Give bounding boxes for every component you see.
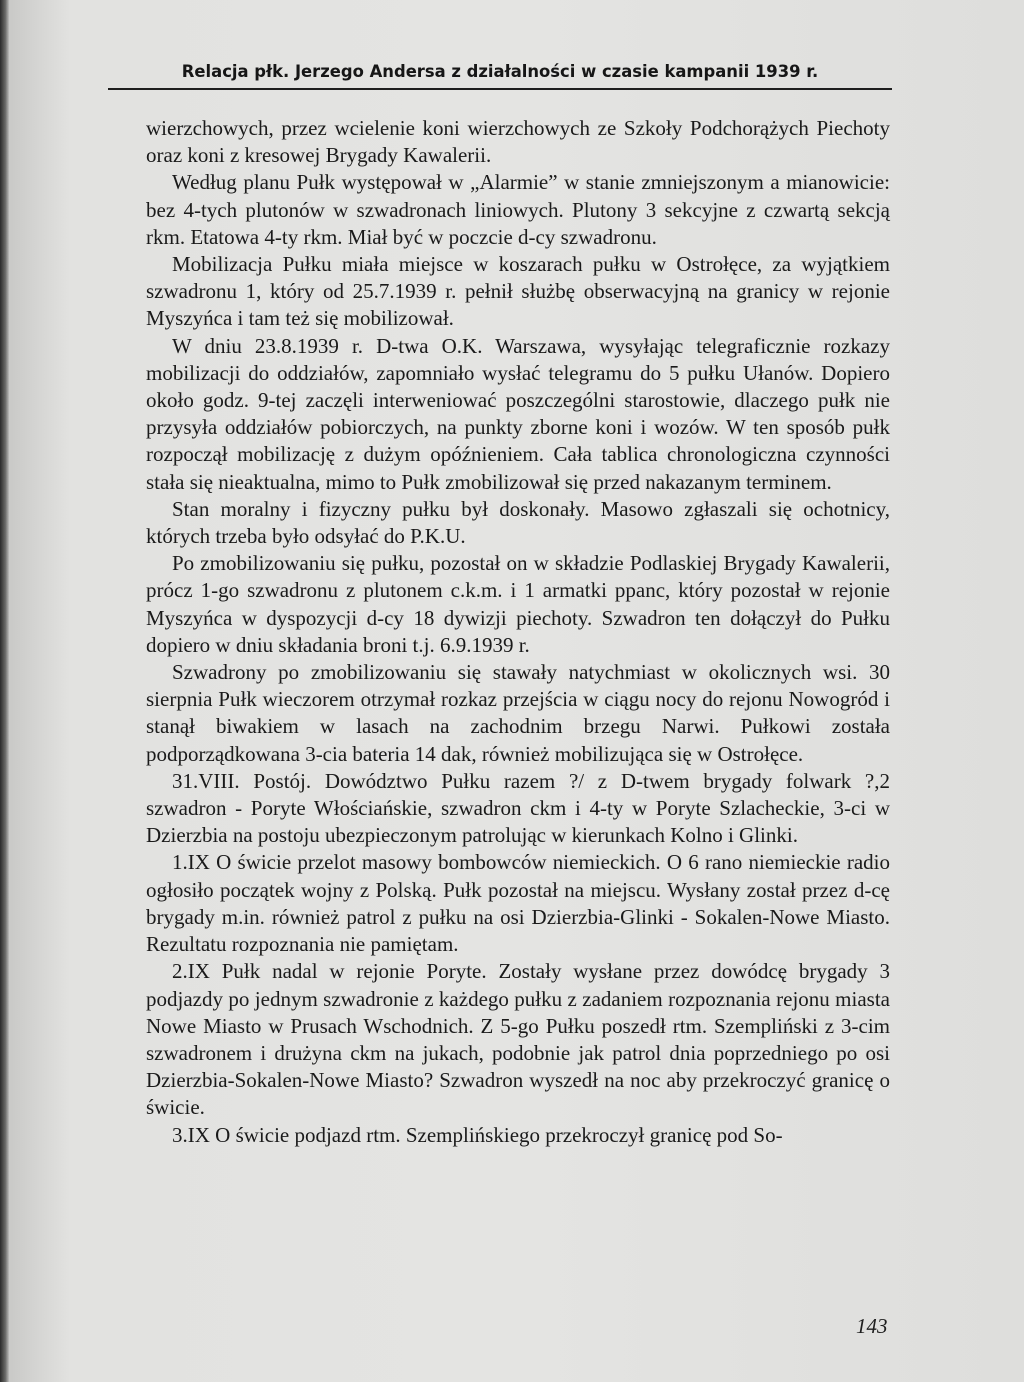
paragraph: Mobilizacja Pułku miała miejsce w koszarach pułku w Ostrołęce, za wyjątkiem szwadronu 1, który od 25.7.1939 r. pełnił służbę obserwacyjną na granicy w rejonie Myszyńca i tam też się mobilizował. — [146, 252, 890, 331]
paragraph: wierzchowych, przez wcielenie koni wierzchowych ze Szkoły Podchorążych Piechoty oraz koni z kresowej Brygady Kawalerii. — [146, 116, 890, 168]
running-header — [108, 60, 892, 90]
paragraph: 2.IX Pułk nadal w rejonie Poryte. Zostały wysłane przez dowódcę brygady 3 podjazdy po jednym szwadronie z każdego pułku z zadaniem rozpoznania rejonu miasta Nowe Miasto w Prusach Wschodnich. Z 5-go Pułku poszedł rtm. Szempliński z 3-cim szwadronem i drużyna ckm na jukach, podobnie jak patrol dnia poprzedniego po osi Dzierzbia-Sokalen-Nowe Miasto? Szwadron wyszedł na noc aby przekroczyć granicę o świcie. — [146, 959, 890, 1120]
book-spine-edge — [0, 0, 9, 1382]
paragraph: Po zmobilizowaniu się pułku, pozostał on w składzie Podlaskiej Brygady Kawalerii, prócz 1-go szwadronu z plutonem c.k.m. i 1 armatki ppanc, który pozostał w rejonie Myszyńca w dyspozycji d-cy 18 dywizji piechoty. Szwadron ten dołączył do Pułku dopiero w dniu składania broni t.j. 6.9.1939 r. — [146, 551, 890, 657]
paragraph: Szwadrony po zmobilizowaniu się stawały natychmiast w okolicznych wsi. 30 sierpnia Pułk wieczorem otrzymał rozkaz przejścia w ciągu nocy do rejonu Nowogród i stanął biwakiem w lasach na zachodnim brzegu Narwi. Pułkowi została podporządkowana 3-cia bateria 14 dak, również mobilizująca się w Ostrołęce. — [146, 660, 890, 766]
paragraph: Według planu Pułk występował w „Alarmie” w stanie zmniejszonym a mianowicie: bez 4-tych plutonów w szwadronach liniowych. Plutony 3 sekcyjne z czwartą sekcją rkm. Etatowa 4-ty rkm. Miał być w poczcie d-cy szwadronu. — [146, 170, 890, 249]
running-header-title: Relacja płk. Jerzego Andersa z działalności w czasie kampanii 1939 r. — [181, 62, 819, 81]
paragraph: 31.VIII. Postój. Dowództwo Pułku razem ?/ z D-twem brygady folwark ?,2 szwadron - Poryte Włościańskie, szwadron ckm i 4-ty w Poryte Szlacheckie, 3-ci w Dzierzbia na postoju ubezpieczonym patrolując w kierunkach Kolno i Glinki. — [146, 768, 890, 848]
paragraph: W dniu 23.8.1939 r. D-twa O.K. Warszawa, wysyłając telegraficznie rozkazy mobilizacji do oddziałów, zapomniało wysłać telegramu do 5 pułku Ułanów. Dopiero około godz. 9-tej zaczęli interweniować poszczególni starostowie, dlaczego pułk nie przysyła oddziałów pobiorczych, na punkty zborne koni i wozów. W ten sposób pułk rozpoczął mobilizację z dużym opóźnieniem. Cała tablica chronologiczna czynności stała się nieaktualna, mimo to Pułk zmobilizował się przed nakazanym terminem. — [146, 333, 890, 494]
paragraph: 1.IX O świcie przelot masowy bombowców niemieckich. O 6 rano niemieckie radio ogłosiło początek wojny z Polską. Pułk pozostał na miejscu. Wysłany został przez d-cę brygady m.in. również patrol z pułku na osi Dzierzbia-Glinki - Sokalen-Nowe Miasto. Rezultatu rozpoznania nie pamiętam. — [146, 850, 890, 957]
paragraph: 3.IX O świcie podjazd rtm. Szemplińskiego przekroczył granicę pod So- — [172, 1122, 783, 1147]
page-number: 143 — [856, 1314, 888, 1338]
paragraph: Stan moralny i fizyczny pułku był doskonały. Masowo zgłaszali się ochotnicy, których trzeba było odsyłać do P.K.U. — [146, 496, 890, 549]
body-text — [146, 115, 890, 1149]
